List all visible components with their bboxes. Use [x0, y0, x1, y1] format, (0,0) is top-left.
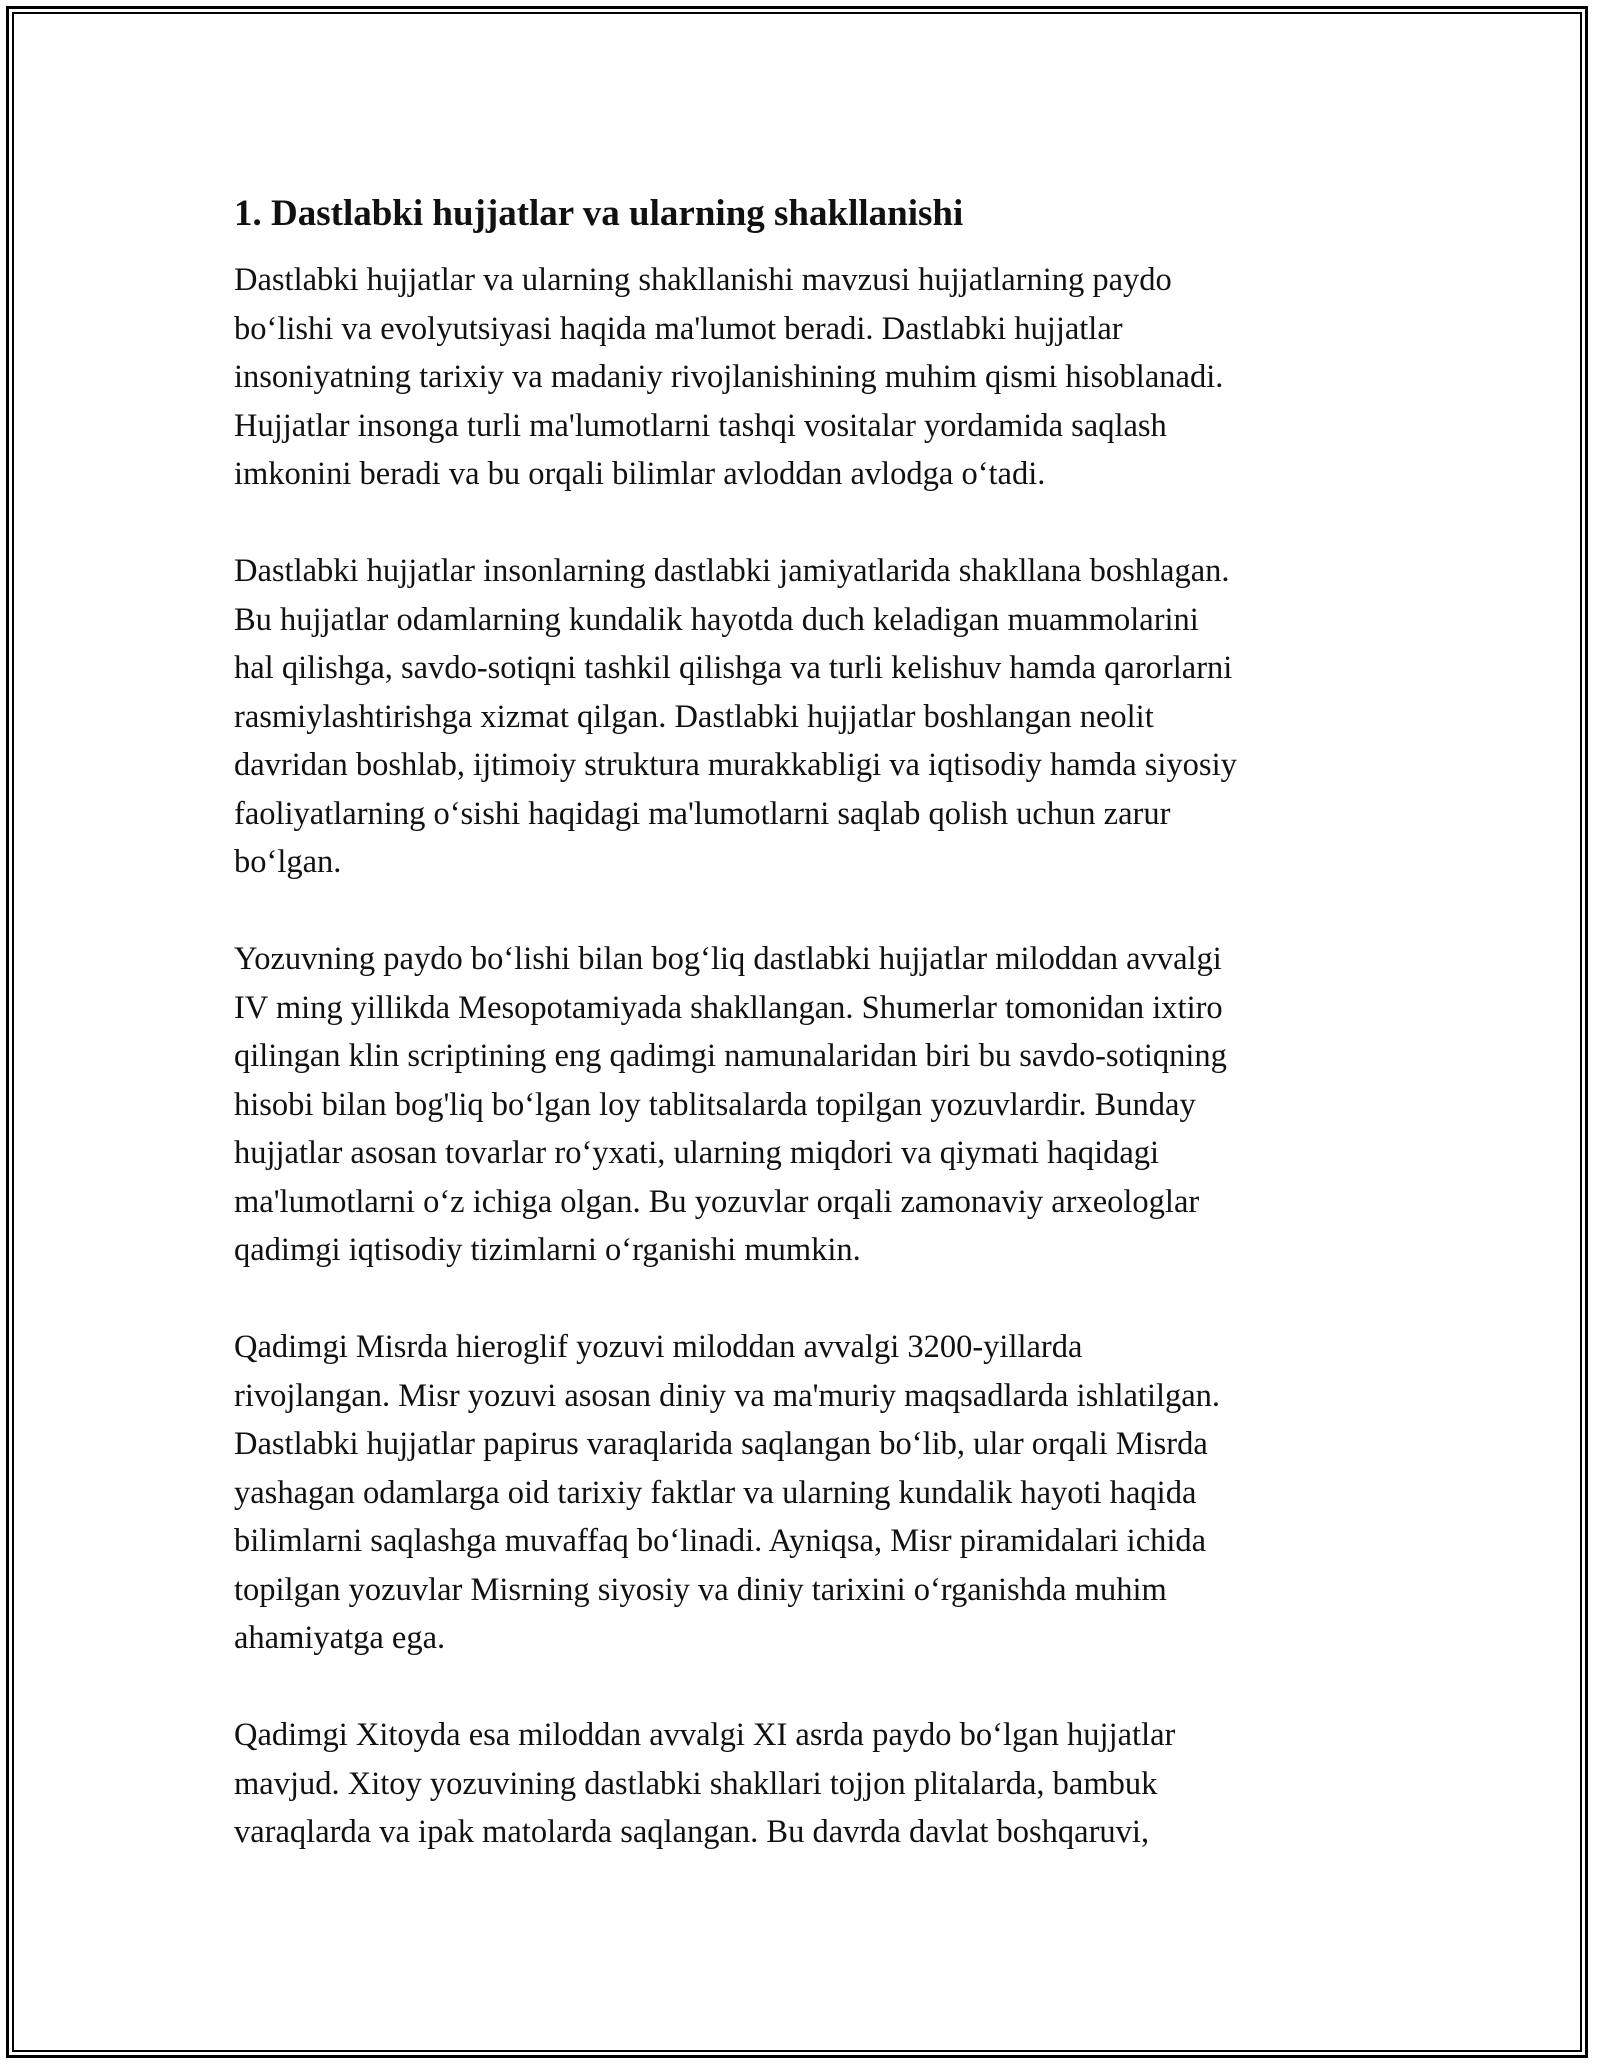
paragraph-line: hal qilishga, savdo-sotiqni tashkil qilishga va turli kelishuv hamda qarorlarni [234, 650, 1233, 686]
section-heading: 1. Dastlabki hujjatlar va ularning shakllanishi [234, 193, 964, 234]
paragraph-line: bo‘lgan. [234, 844, 342, 880]
paragraph-1 [234, 256, 1384, 499]
paragraph-line: topilgan yozuvlar Misrning siyosiy va diniy tarixini o‘rganishda muhim [234, 1571, 1167, 1608]
paragraph-line: ma'lumotlarni o‘z ichiga olgan. Bu yozuvlar orqali zamonaviy arxeologlar [234, 1183, 1200, 1220]
paragraph-line: Yozuvning paydo bo‘lishi bilan bog‘liq dastlabki hujjatlar miloddan avvalgi [234, 941, 1222, 977]
paragraph-line: ahamiyatga ega. [234, 1620, 446, 1656]
paragraph-line: hujjatlar asosan tovarlar ro‘yxati, ularning miqdori va qiymati haqidagi [234, 1135, 1160, 1171]
paragraph-5 [234, 1711, 1384, 1857]
paragraph-line: Dastlabki hujjatlar va ularning shakllanishi mavzusi hujjatlarning paydo [234, 262, 1172, 298]
paragraph-line: Dastlabki hujjatlar insonlarning dastlabki jamiyatlarida shakllana boshlagan. [234, 553, 1230, 589]
paragraph-line: rasmiylashtirishga xizmat qilgan. Dastlabki hujjatlar boshlangan neolit [234, 698, 1154, 735]
paragraph-line: qadimgi iqtisodiy tizimlarni o‘rganishi mumkin. [234, 1232, 861, 1268]
paragraph-line: varaqlarda va ipak matolarda saqlangan. Bu davrda davlat boshqaruvi, [234, 1814, 1150, 1850]
paragraph-line: Bu hujjatlar odamlarning kundalik hayotda duch keladigan muammolarini [234, 601, 1199, 638]
paragraph-line: bo‘lishi va evolyutsiyasi haqida ma'lumot beradi. Dastlabki hujjatlar [234, 310, 1123, 347]
paragraph-3 [234, 935, 1384, 1275]
paragraph-line: hisobi bilan bog'liq bo‘lgan loy tablitsalarda topilgan yozuvlardir. Bunday [234, 1086, 1196, 1123]
document-body [234, 188, 1384, 1905]
paragraph-line: Hujjatlar insonga turli ma'lumotlarni tashqi vositalar yordamida saqlash [234, 407, 1167, 444]
paragraph-line: mavjud. Xitoy yozuvining dastlabki shakllari tojjon plitalarda, bambuk [234, 1765, 1158, 1802]
paragraph-2 [234, 547, 1384, 887]
paragraph-line: Qadimgi Misrda hieroglif yozuvi miloddan avvalgi 3200-yillarda [234, 1329, 1083, 1365]
paragraph-4 [234, 1323, 1384, 1663]
paragraph-line: yashagan odamlarga oid tarixiy faktlar va ularning kundalik hayoti haqida [234, 1474, 1197, 1511]
paragraph-line: IV ming yillikda Mesopotamiyada shakllangan. Shumerlar tomonidan ixtiro [234, 989, 1223, 1026]
paragraph-line: Dastlabki hujjatlar papirus varaqlarida saqlangan bo‘lib, ular orqali Misrda [234, 1426, 1208, 1462]
paragraph-line: Qadimgi Xitoyda esa miloddan avvalgi XI asrda paydo bo‘lgan hujjatlar [234, 1717, 1176, 1753]
paragraph-line: rivojlangan. Misr yozuvi asosan diniy va ma'muriy maqsadlarda ishlatilgan. [234, 1377, 1221, 1414]
paragraph-line: imkonini beradi va bu orqali bilimlar avloddan avlodga o‘tadi. [234, 456, 1046, 492]
paragraph-line: qilingan klin scriptining eng qadimgi namunalaridan biri bu savdo-sotiqning [234, 1038, 1227, 1074]
paragraph-line: davridan boshlab, ijtimoiy struktura murakkabligi va iqtisodiy hamda siyosiy [234, 747, 1237, 783]
paragraph-line: insoniyatning tarixiy va madaniy rivojlanishining muhim qismi hisoblanadi. [234, 359, 1224, 395]
paragraph-line: faoliyatlarning o‘sishi haqidagi ma'lumotlarni saqlab qolish uchun zarur [234, 795, 1171, 832]
paragraph-line: bilimlarni saqlashga muvaffaq bo‘linadi. Ayniqsa, Misr piramidalari ichida [234, 1523, 1207, 1559]
